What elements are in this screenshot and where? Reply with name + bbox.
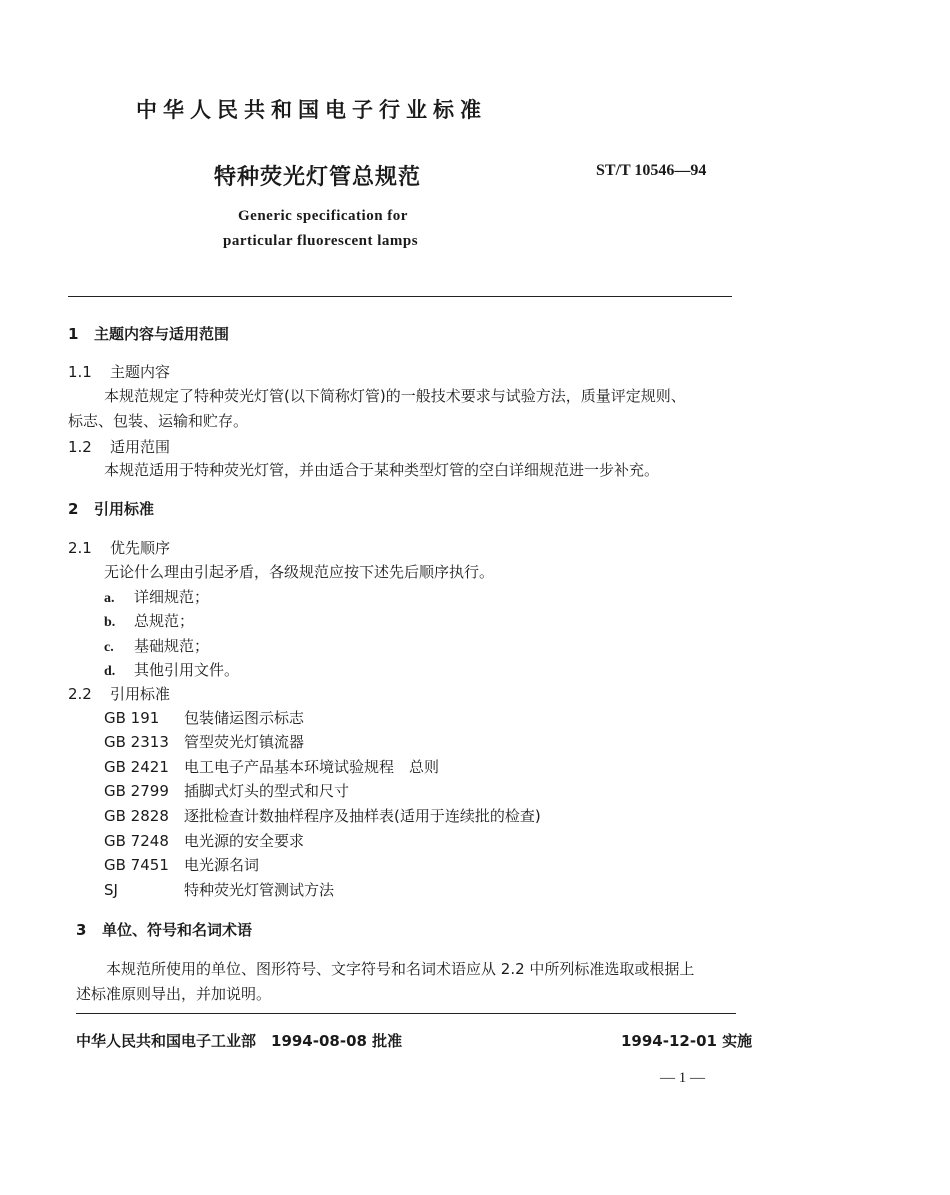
approval-line: 中华人民共和国电子工业部 1994-08-08 批准: [76, 1032, 403, 1050]
referenced-standard: [104, 854, 259, 875]
paragraph-line: 无论什么理由引起矛盾，各级规范应按下述先后顺序执行。: [104, 563, 495, 581]
header-divider: [68, 296, 732, 297]
referenced-standard: [104, 731, 304, 752]
standard-code: ST/T 10546—94: [596, 162, 707, 179]
section-2-heading: [68, 498, 154, 519]
list-item-label: d.: [104, 664, 116, 679]
paragraph-line: 标志、包装、运输和贮存。: [68, 412, 249, 430]
referenced-standard: [104, 830, 304, 851]
header-organization: 中华人民共和国电子行业标准: [136, 98, 487, 122]
subsection-number: 1.2: [68, 438, 92, 456]
effective-date: 1994-12-01 实施: [621, 1032, 753, 1050]
list-item: [104, 659, 239, 680]
subsection-1-1-heading: [68, 361, 170, 382]
standard-name: 电光源名词: [184, 856, 260, 874]
standard-number: GB 7451: [104, 856, 169, 874]
standard-name: 包装储运图示标志: [184, 709, 305, 727]
english-title-line-1: Generic specification for: [238, 208, 408, 224]
section-number: 1: [68, 325, 79, 343]
standard-number: GB 2828: [104, 807, 169, 825]
section-3-heading: [76, 919, 252, 940]
list-item-text: 详细规范；: [134, 588, 210, 606]
list-item-label: a.: [104, 591, 115, 606]
section-number: 3: [76, 921, 87, 939]
paragraph-line: 本规范所使用的单位、图形符号、文字符号和名词术语应从 2.2 中所列标准选取或根据上: [106, 960, 695, 978]
paragraph-line: 本规范规定了特种荧光灯管(以下简称灯管)的一般技术要求与试验方法，质量评定规则、: [104, 387, 686, 405]
standard-number: GB 2421: [104, 758, 169, 776]
list-item-label: c.: [104, 640, 114, 655]
document-title: 特种荧光灯管总规范: [214, 165, 422, 190]
footer-divider: [76, 1013, 736, 1014]
standard-name: 特种荧光灯管测试方法: [184, 881, 335, 899]
subsection-title: 引用标准: [110, 685, 171, 703]
standard-number: GB 2799: [104, 782, 169, 800]
list-item-text: 基础规范；: [134, 637, 210, 655]
section-number: 2: [68, 500, 79, 518]
referenced-standard: [104, 707, 304, 728]
standard-number: SJ: [104, 881, 118, 899]
referenced-standard: [104, 780, 349, 801]
subsection-number: 2.2: [68, 685, 92, 703]
standard-name: 电光源的安全要求: [184, 832, 305, 850]
standard-name: 管型荧光灯镇流器: [184, 733, 305, 751]
standard-number: GB 7248: [104, 832, 169, 850]
subsection-title: 优先顺序: [110, 539, 171, 557]
list-item-text: 总规范；: [134, 612, 195, 630]
section-title: 单位、符号和名词术语: [102, 921, 253, 939]
section-title: 主题内容与适用范围: [94, 325, 230, 343]
subsection-title: 主题内容: [110, 363, 171, 381]
section-title: 引用标准: [94, 500, 155, 518]
list-item: [104, 586, 209, 607]
standard-name: 插脚式灯头的型式和尺寸: [184, 782, 350, 800]
section-1-heading: [68, 323, 229, 344]
subsection-2-1-heading: [68, 537, 170, 558]
standard-name: 逐批检查计数抽样程序及抽样表(适用于连续批的检查): [184, 807, 541, 825]
list-item-label: b.: [104, 615, 116, 630]
page-number: — 1 —: [660, 1070, 705, 1086]
list-item: [104, 610, 194, 631]
referenced-standard: [104, 756, 439, 777]
referenced-standard: [104, 879, 334, 900]
standard-number: GB 191: [104, 709, 160, 727]
subsection-number: 1.1: [68, 363, 92, 381]
english-title-line-2: particular fluorescent lamps: [223, 233, 419, 249]
subsection-2-2-heading: [68, 683, 170, 704]
standard-name: 电工电子产品基本环境试验规程 总则: [184, 758, 440, 776]
list-item: [104, 635, 209, 656]
list-item-text: 其他引用文件。: [134, 661, 240, 679]
standard-number: GB 2313: [104, 733, 169, 751]
paragraph-line: 述标准原则导出，并加说明。: [76, 985, 272, 1003]
subsection-1-2-heading: [68, 436, 170, 457]
paragraph-line: 本规范适用于特种荧光灯管，并由适合于某种类型灯管的空白详细规范进一步补充。: [104, 461, 660, 479]
subsection-title: 适用范围: [110, 438, 171, 456]
subsection-number: 2.1: [68, 539, 92, 557]
referenced-standard: [104, 805, 541, 826]
